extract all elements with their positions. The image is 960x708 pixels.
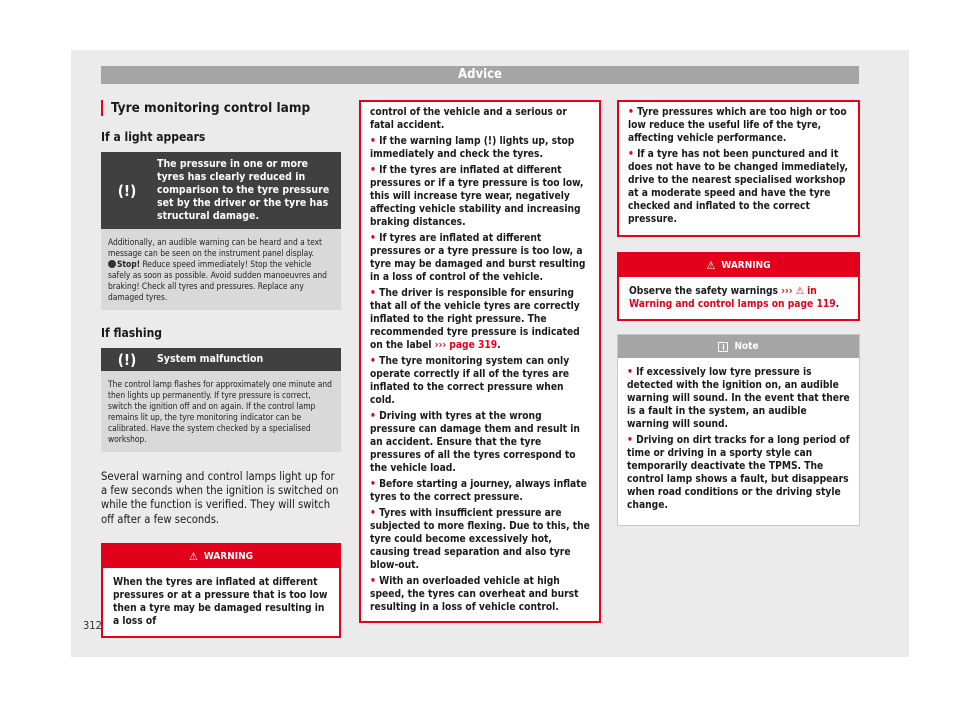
lamp-table-light: [101, 152, 341, 310]
list-item: • If the tyres are inflated at different pressures or if a tyre pressure is too low, this will increase tyre wear, negatively affecting vehicle stability and increasing braking distances.: [370, 165, 584, 228]
lamp-description: System malfunction: [157, 353, 264, 365]
note-box: [617, 334, 860, 526]
stop-icon: [108, 260, 116, 268]
bullet-icon: •: [370, 356, 376, 367]
warning-label: WARNING: [203, 550, 254, 562]
warning-box: [617, 252, 860, 321]
bullet-icon: •: [628, 149, 634, 160]
list-item: • If excessively low tyre pressure is detected with the ignition on, an audible warning will sound. In the event that there is a fault in the system, an audible warning will sound.: [627, 367, 850, 430]
section-title: Tyre monitoring control lamp: [101, 100, 341, 116]
warning-label: WARNING: [721, 260, 771, 271]
lamp-table-flashing: [101, 348, 341, 452]
bullet-icon: •: [370, 288, 376, 299]
warning-continued-text: control of the vehicle and a serious or fatal accident.: [370, 107, 567, 131]
lamp-description: The pressure in one or more tyres has clearly reduced in comparison to the tyre pressure set by the driver or the tyre has structural damage.: [157, 158, 330, 222]
list-item: • Driving with tyres at the wrong pressure can damage them and result in an accident. Ensure that the tyre pressures of all the tyres correspond to the vehicle load.: [370, 411, 580, 474]
bullet-icon: •: [370, 508, 376, 519]
warning-text: Observe the safety warnings ››› ⚠ in Warning and control lamps on page 119.: [629, 286, 840, 310]
warning-continued-box: [617, 100, 860, 237]
page-link[interactable]: ››› page 319: [434, 340, 498, 351]
list-item: • Before starting a journey, always inflate tyres to the correct pressure.: [370, 479, 587, 503]
lamp-details: The control lamp flashes for approximately one minute and then lights up permanently. If tyre pressure is correct, switch the ignition off and on again. If the control lamp remains lit up, the tyre monitoring indicator can be calibrated. Have the system checked by a specialised workshop.: [108, 379, 332, 444]
body-paragraph: Several warning and control lamps light up for a few seconds when the ignition is switched on while the function is verified. They will switch off after a few seconds.: [101, 470, 339, 526]
tyre-pressure-icon: (!): [117, 350, 137, 369]
page-link-text[interactable]: in Warning and control lamps on page 119: [629, 286, 836, 310]
list-item: • If tyres are inflated at different pressures or a tyre pressure is too low, a tyre may be damaged and burst resulting in a loss of control of the vehicle.: [370, 233, 586, 283]
column-right: [617, 100, 860, 526]
bullet-icon: •: [628, 107, 634, 118]
column-middle: [359, 100, 601, 623]
list-item: • The tyre monitoring system can only operate correctly if all of the tyres are inflated to the correct pressure when cold.: [370, 356, 570, 406]
tyre-pressure-icon: (!): [117, 181, 137, 200]
chapter-header: Advice: [101, 66, 859, 84]
bullet-icon: •: [370, 411, 376, 422]
list-item: • Tyre pressures which are too high or too low reduce the useful life of the tyre, affecting vehicle performance.: [628, 107, 847, 144]
bullet-icon: •: [370, 233, 376, 244]
warning-box: [101, 543, 341, 638]
info-icon: i: [718, 342, 728, 352]
subtitle-if-flashing: If flashing: [101, 326, 162, 340]
warning-triangle-icon: ⚠: [188, 549, 198, 563]
list-item: • The driver is responsible for ensuring that all of the vehicle tyres are correctly inflated to the right pressure. The recommended tyre pressure is indicated on the label ››› page 319.: [370, 288, 580, 351]
warning-triangle-icon: ⚠: [795, 286, 804, 297]
warning-continued-box: [359, 100, 601, 623]
bullet-icon: •: [370, 165, 376, 176]
page-link[interactable]: ›››: [781, 286, 793, 297]
page-number: 312: [83, 619, 102, 632]
list-item: • Tyres with insufficient pressure are subjected to more flexing. Due to this, the tyre could become excessively hot, causing tread separation and also tyre blow-out.: [370, 508, 590, 571]
bullet-icon: •: [370, 136, 376, 147]
tyre-pressure-icon: (!): [483, 136, 497, 147]
list-item: • If a tyre has not been punctured and it does not have to be changed immediately, drive to the nearest specialised workshop at a moderate speed and have the tyre checked and inflated to the correct pressure.: [628, 149, 848, 225]
list-item: • With an overloaded vehicle at high speed, the tyres can overheat and burst resulting in a loss of vehicle control.: [370, 576, 579, 613]
warning-text: When the tyres are inflated at different pressures or at a pressure that is too low then a tyre may be damaged resulting in a loss of: [113, 576, 328, 627]
note-label: Note: [734, 341, 759, 352]
list-item: • Driving on dirt tracks for a long period of time or driving in a sporty style can temporarily deactivate the TPMS. The control lamp shows a fault, but disappears when road conditions or the driving style change.: [627, 435, 850, 511]
warning-triangle-icon: ⚠: [706, 259, 716, 272]
bullet-icon: •: [370, 479, 376, 490]
subtitle-if-light: If a light appears: [101, 130, 206, 144]
column-left: [101, 100, 341, 638]
bullet-icon: •: [627, 367, 633, 378]
stop-label: Stop!: [117, 259, 141, 269]
list-item: • If the warning lamp (!) lights up, stop immediately and check the tyres.: [370, 136, 575, 160]
lamp-details: Additionally, an audible warning can be heard and a text message can be seen on the instrument panel display. Stop! Reduce speed immediately! Stop the vehicle safely as soon as possible. Avoid sudden manoeuvres and braking! Check all tyres and pressures. Replace any damaged tyres.: [108, 237, 327, 302]
bullet-icon: •: [370, 576, 376, 587]
bullet-icon: •: [627, 435, 633, 446]
